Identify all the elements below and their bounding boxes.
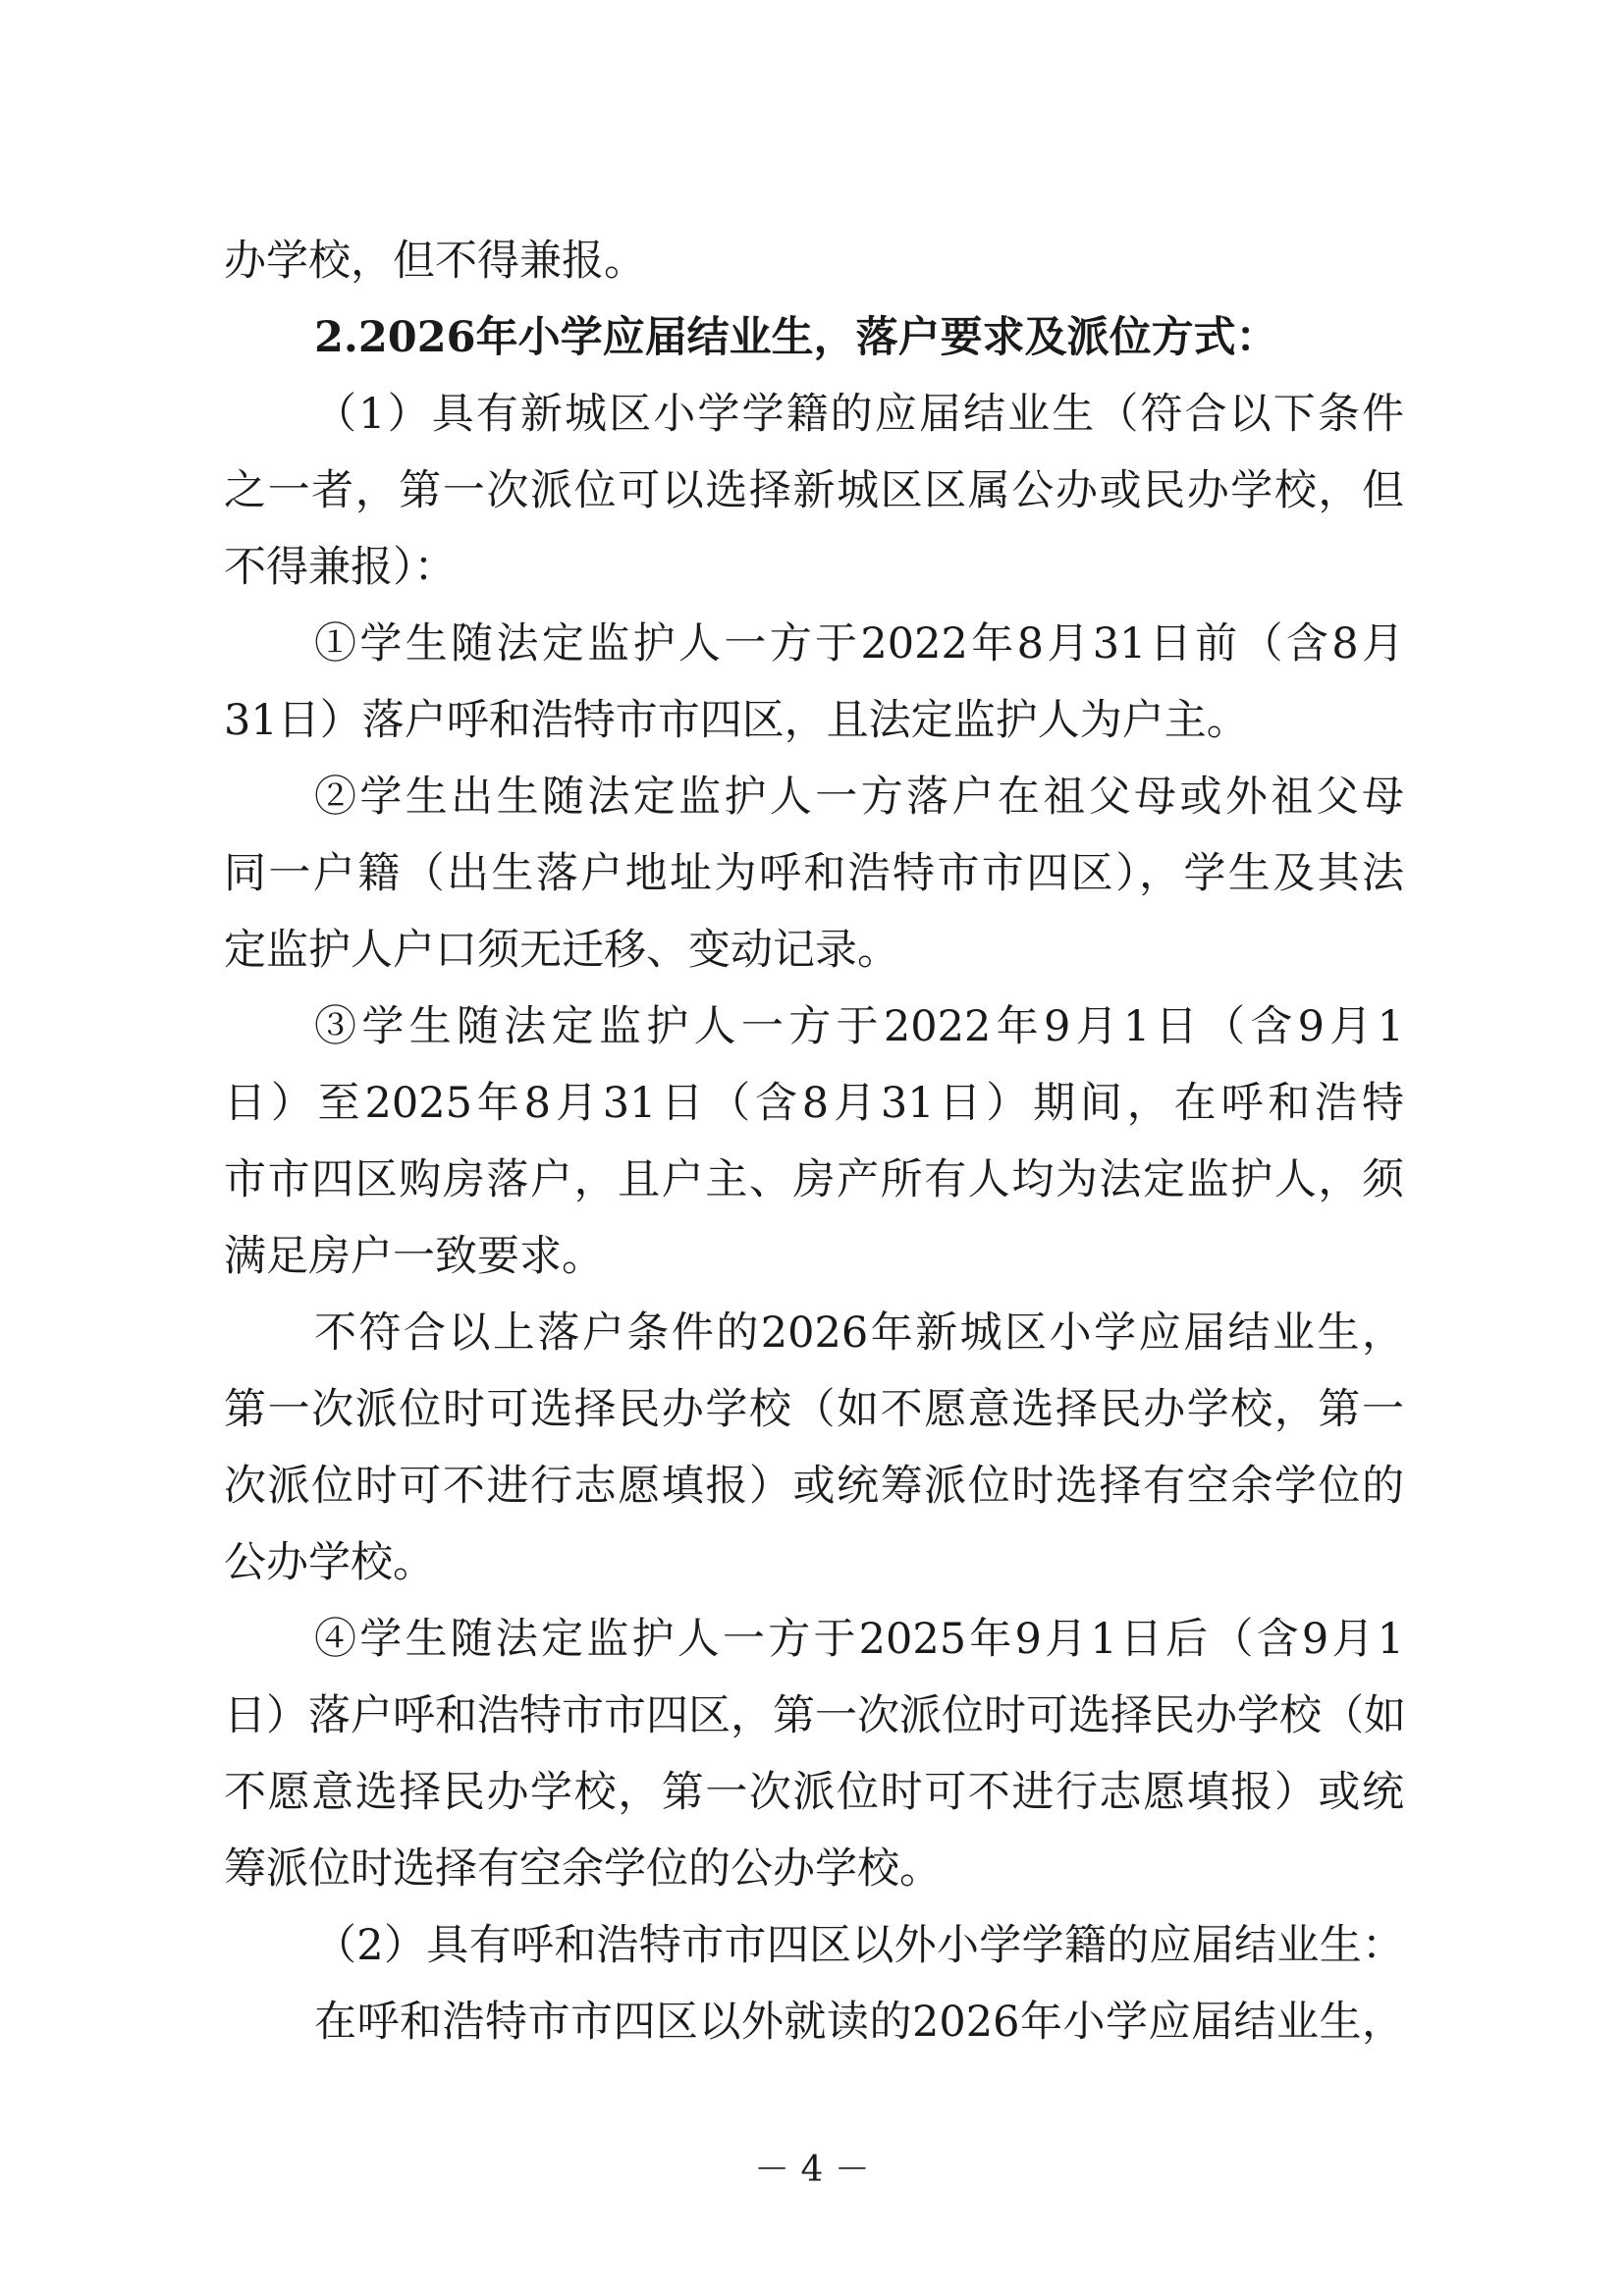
text-line: 31日）落户呼和浩特市市四区，且法定监护人为户主。 xyxy=(224,696,1249,745)
text-line: 公办学校。 xyxy=(224,1538,435,1587)
text-line: 日）至2025年8月31日（含8月31日）期间，在呼和浩特 xyxy=(224,1079,1404,1128)
text-line: 同一户籍（出生落户地址为呼和浩特市市四区），学生及其法 xyxy=(224,849,1404,898)
text-line: 办学校，但不得兼报。 xyxy=(224,237,646,286)
text-line: 满足房户一致要求。 xyxy=(224,1232,604,1281)
text-line: （1）具有新城区小学学籍的应届结业生（符合以下条件 xyxy=(314,390,1404,439)
text-line: 筹派位时选择有空余学位的公办学校。 xyxy=(224,1844,942,1894)
text-line: 不愿意选择民办学校，第一次派位时可不进行志愿填报）或统 xyxy=(224,1768,1404,1817)
text-line: ①学生随法定监护人一方于2022年8月31日前（含8月 xyxy=(314,619,1404,668)
text-line: 市市四区购房落户，且户主、房产所有人均为法定监护人，须 xyxy=(224,1155,1404,1204)
text-line: 不得兼报）： xyxy=(224,543,457,592)
text-line: 第一次派位时可选择民办学校（如不愿意选择民办学校，第一 xyxy=(224,1385,1404,1434)
text-line: ②学生出生随法定监护人一方落户在祖父母或外祖父母 xyxy=(314,773,1404,822)
text-line: 不符合以上落户条件的2026年新城区小学应届结业生， xyxy=(314,1308,1404,1358)
text-line: 次派位时可不进行志愿填报）或统筹派位时选择有空余学位的 xyxy=(224,1462,1404,1511)
text-line: ③学生随法定监护人一方于2022年9月1日（含9月1 xyxy=(314,1002,1404,1051)
text-line: 在呼和浩特市市四区以外就读的2026年小学应届结业生， xyxy=(314,1998,1404,2047)
text-line: ④学生随法定监护人一方于2025年9月1日后（含9月1 xyxy=(314,1615,1404,1664)
text-line: 之一者，第一次派位可以选择新城区区属公办或民办学校，但 xyxy=(224,466,1404,515)
text-line: 日）落户呼和浩特市市四区，第一次派位时可选择民办学校（如 xyxy=(224,1691,1406,1740)
page-number: － 4 － xyxy=(754,2150,870,2190)
text-line: （2）具有呼和浩特市市四区以外小学学籍的应届结业生： xyxy=(314,1921,1404,1970)
section-heading: 2.2026年小学应届结业生，落户要求及派位方式： xyxy=(314,313,1278,362)
text-line: 定监护人户口须无迁移、变动记录。 xyxy=(224,926,899,975)
